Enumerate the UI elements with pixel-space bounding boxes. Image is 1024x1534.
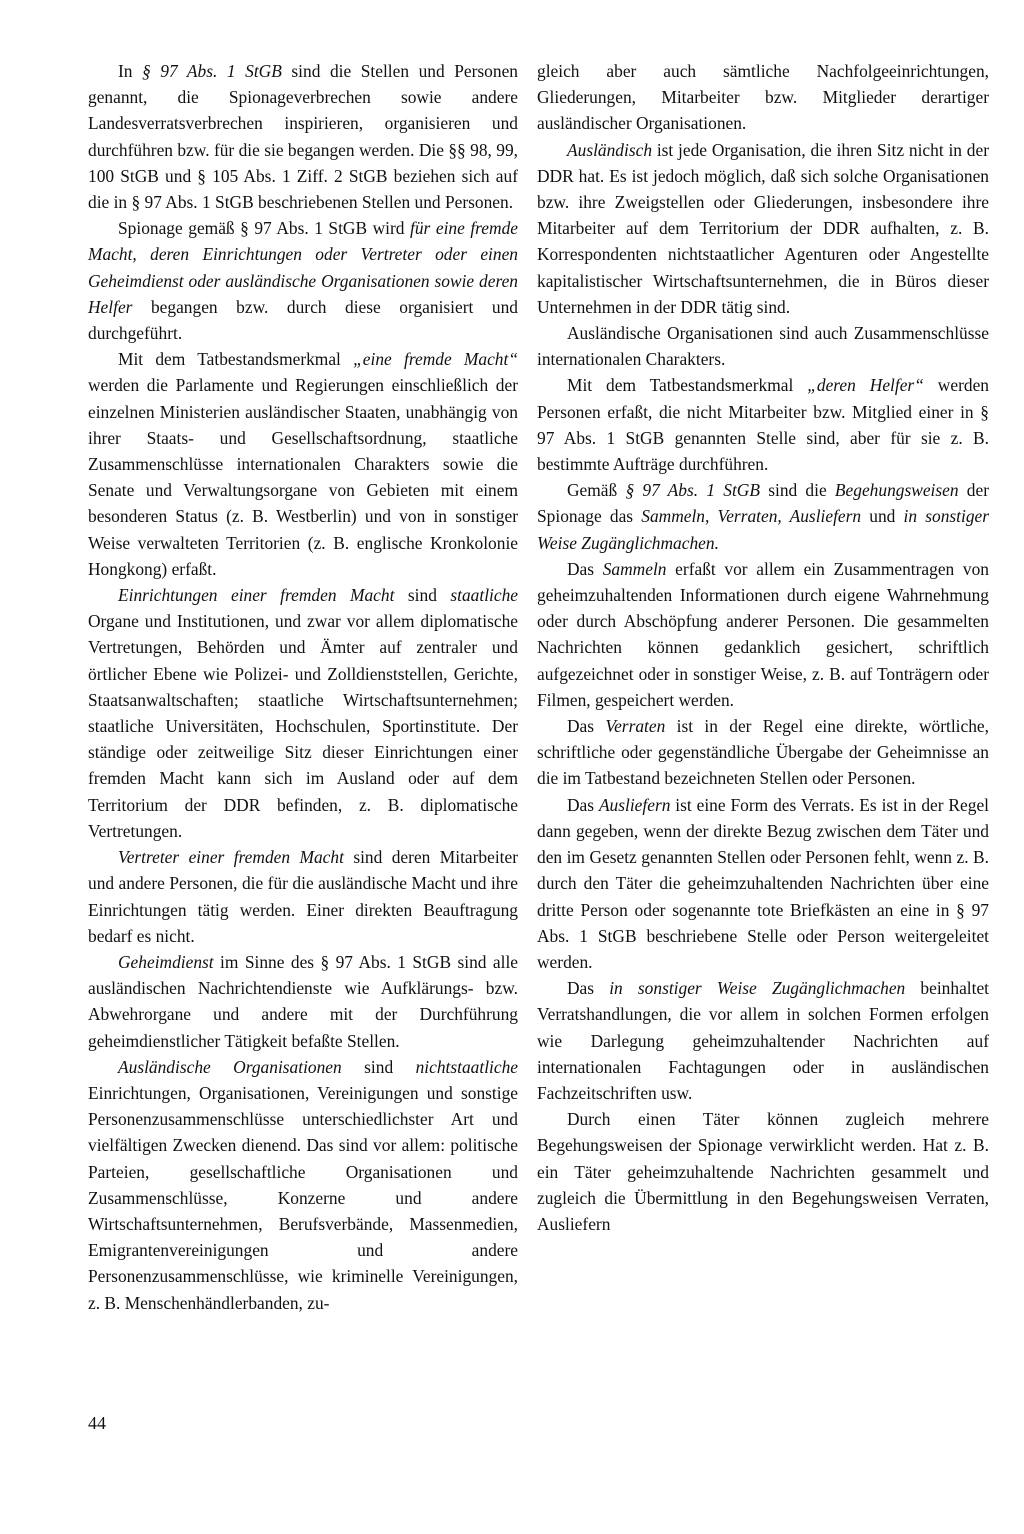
paragraph: Spionage gemäß § 97 Abs. 1 StGB wird für eine fremde Macht, deren Einrichtungen oder Vertreter oder einen Geheimdienst oder ausländische Organisationen sowie deren Helfer begangen bzw. durch diese organisiert und durchgeführt. [88, 218, 518, 344]
paragraph: Mit dem Tatbestandsmerkmal „eine fremde Macht“ werden die Parlamente und Regierungen einschließlich der einzelnen Ministerien ausländischer Staaten, unabhängig von ihrer Staats- und Gesellschaftsordnung, staatliche Zusammenschlüsse internationalen Charakters sowie die Senate und Verwaltungsorgane von Gebieten mit einem besonderen Status (z. B. Westberlin) und von in sonstiger Weise verwalteten Territorien (z. B. englische Kronkolonie Hongkong) erfaßt. [88, 349, 518, 579]
paragraph: Einrichtungen einer fremden Macht sind staatliche Organe und Institutionen, und zwar vor allem diplomatische Vertretungen, Behörden und Ämter auf zentraler und örtlicher Ebene wie Polizei- und Zolldienststellen, Gerichte, Staatsanwaltschaften; staatliche Wirtschaftsunternehmen; staatliche Universitäten, Hochschulen, Sportinstitute. Der ständige oder zeitweilige Sitz dieser Einrichtungen einer fremden Macht kann sich im Ausland oder auf dem Territorium der DDR befinden, z. B. diplomatische Vertretungen. [88, 585, 519, 841]
paragraph: Durch einen Täter können zugleich mehrere Begehungsweisen der Spionage verwirklicht werden. Hat z. B. ein Täter geheimzuhaltende Nachrichten gesammelt und zugleich die Übermittlung in den Begehungsweisen Verraten, Ausliefern [537, 1109, 989, 1234]
paragraph: Ausländische Organisationen sind auch Zusammenschlüsse internationalen Charakters. [537, 323, 989, 370]
paragraph: Das Ausliefern ist eine Form des Verrats. Es ist in der Regel dann gegeben, wenn der direkte Bezug zwischen dem Täter und den im Gesetz genannten Stellen oder Personen fehlt, wenn z. B. durch den Täter die geheimzuhaltenden Nachrichten über eine dritte Person oder sogenannte tote Briefkästen an eine in § 97 Abs. 1 StGB beschriebene Stelle oder Person weitergeleitet werden. [537, 794, 989, 972]
right-text-column [537, 58, 989, 1237]
paragraph: Das Sammeln erfaßt vor allem ein Zusammentragen von geheimzuhaltenden Informationen durch eigene Wahrnehmung oder durch Abschöpfung anderer Personen. Die gesammelten Nachrichten können gedanklich gesichert, schriftlich aufgezeichnet oder in sonstiger Weise, z. B. auf Tonträgern oder Filmen, gespeichert werden. [537, 558, 989, 710]
paragraph: Das Verraten ist in der Regel eine direkte, wörtliche, schriftliche oder gegenständliche Übergabe der Geheimnisse an die im Tatbestand bezeichneten Stellen oder Personen. [537, 716, 989, 789]
paragraph: Gemäß § 97 Abs. 1 StGB sind die Begehungsweisen der Spionage das Sammeln, Verraten, Ausliefern und in sonstiger Weise Zugänglichmachen. [537, 480, 990, 553]
paragraph: Ausländische Organisationen sind nichtstaatliche Einrichtungen, Organisationen, Vereinigungen und sonstige Personenzusammenschlüsse unterschiedlichster Art und vielfältigen Zwecken dienend. Das sind vor allem: politische Parteien, gesellschaftliche Organisationen und Zusammenschlüsse, Konzerne und andere Wirtschaftsunternehmen, Berufsverbände, Massenmedien, Emigrantenvereinigungen und andere Personenzusammenschlüsse, wie kriminelle Vereinigungen, z. B. Menschenhändlerbanden, zu- [88, 1056, 518, 1313]
page-number: 44 [88, 1413, 106, 1433]
paragraph-continued: gleich aber auch sämtliche Nachfolgeeinrichtungen, Gliederungen, Mitarbeiter bzw. Mitglieder derartiger ausländischer Organisationen. [537, 61, 989, 134]
paragraph: Geheimdienst im Sinne des § 97 Abs. 1 StGB sind alle ausländischen Nachrichtendienste wie Aufklärungs- bzw. Abwehrorgane und andere mit der Durchführung geheimdienstlicher Tätigkeit befaßte Stellen. [88, 951, 518, 1051]
paragraph: Mit dem Tatbestandsmerkmal „deren Helfer“ werden Personen erfaßt, die nicht Mitarbeiter bzw. Mitglied einer in § 97 Abs. 1 StGB genannten Stelle sind, aber für sie z. B. bestimmte Aufträge durchführen. [537, 375, 989, 475]
left-text-column [88, 58, 518, 1316]
paragraph: In § 97 Abs. 1 StGB sind die Stellen und Personen genannt, die Spionageverbrechen sowie andere Landesverratsverbrechen inspirieren, organisieren und durchführen bzw. für die sie begangen werden. Die §§ 98, 99, 100 StGB und § 105 Abs. 1 Ziff. 2 StGB beziehen sich auf die in § 97 Abs. 1 StGB beschriebenen Stellen und Personen. [88, 61, 518, 213]
paragraph: Das in sonstiger Weise Zugänglichmachen beinhaltet Verratshandlungen, die vor allem in solchen Formen erfolgen wie Darlegung geheimzuhaltender Nachrichten auf internationalen Fachtagungen oder in ausländischen Fachzeitschriften usw. [537, 978, 990, 1103]
paragraph: Ausländisch ist jede Organisation, die ihren Sitz nicht in der DDR hat. Es ist jedoch möglich, daß sich solche Organisationen bzw. ihre Zweigstellen oder Gliederungen, insbesondere ihre Mitarbeiter auf dem Territorium der DDR aufhalten, z. B. Korrespondenten nichtstaatlicher Agenturen oder Angestellte kapitalistischer Wirtschaftsunternehmen, die in Büros dieser Unternehmen in der DDR tätig sind. [537, 139, 989, 317]
paragraph: Vertreter einer fremden Macht sind deren Mitarbeiter und andere Personen, die für die ausländische Macht und ihre Einrichtungen tätig werden. Einer direkten Beauftragung bedarf es nicht. [88, 847, 518, 946]
